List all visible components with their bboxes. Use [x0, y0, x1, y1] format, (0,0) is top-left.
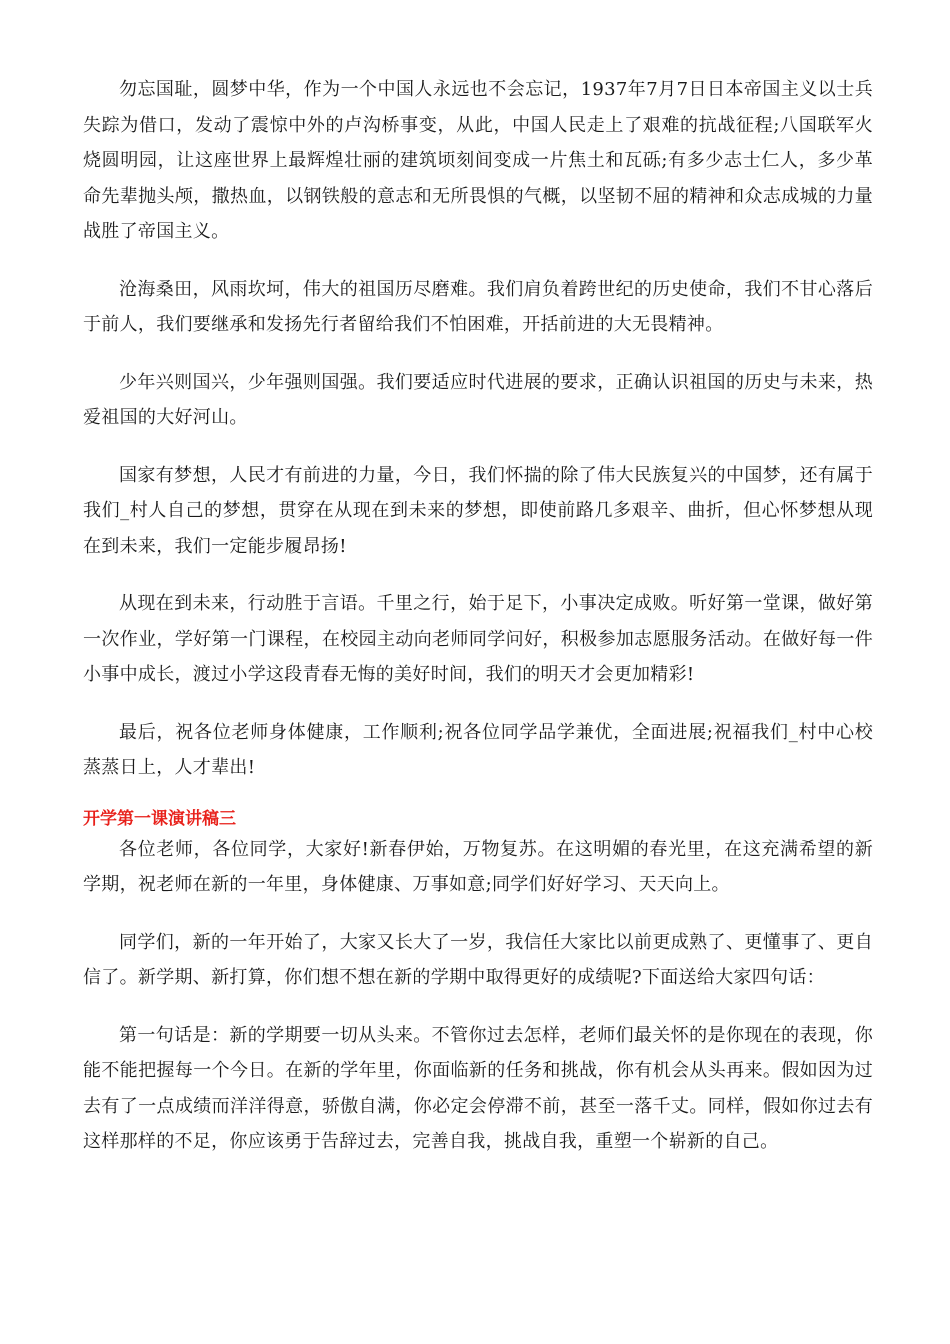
paragraph-5: 从现在到未来，行动胜于言语。千里之行，始于足下，小事决定成败。听好第一堂课，做好第一次作业，学好第一门课程，在校园主动向老师同学问好，积极参加志愿服务活动。在做好每一件小事中成长，渡过小学这段青春无悔的美好时间，我们的明天才会更加精彩!	[83, 593, 873, 685]
paragraph-8: 同学们，新的一年开始了，大家又长大了一岁，我信任大家比以前更成熟了、更懂事了、更自信了。新学期、新打算，你们想不想在新的学期中取得更好的成绩呢?下面送给大家四句话：	[83, 931, 873, 988]
paragraph-9: 第一句话是：新的学期要一切从头来。不管你过去怎样，老师们最关怀的是你现在的表现，你能不能把握每一个今日。在新的学年里，你面临新的任务和挑战，你有机会从头再来。假如因为过去有了一点成绩而洋洋得意，骄傲自满，你必定会停滞不前，甚至一落千丈。同样，假如你过去有这样那样的不足，你应该勇于告辞过去，完善自我，挑战自我，重塑一个崭新的自己。	[83, 1024, 873, 1152]
paragraph-2: 沧海桑田，风雨坎坷，伟大的祖国历尽磨难。我们肩负着跨世纪的历史使命，我们不甘心落后于前人，我们要继承和发扬先行者留给我们不怕困难，开括前进的大无畏精神。	[83, 278, 873, 335]
paragraph-3: 少年兴则国兴，少年强则国强。我们要适应时代进展的要求，正确认识祖国的历史与未来，热爱祖国的大好河山。	[83, 371, 873, 428]
paragraph-7: 各位老师，各位同学，大家好!新春伊始，万物复苏。在这明媚的春光里，在这充满希望的新学期，祝老师在新的一年里，身体健康、万事如意;同学们好好学习、天天向上。	[83, 838, 873, 895]
section-heading: 开学第一课演讲稿三	[83, 808, 236, 829]
document-page	[83, 72, 873, 1182]
paragraph-6: 最后，祝各位老师身体健康，工作顺利;祝各位同学品学兼优，全面进展;祝福我们_村中心校蒸蒸日上，人才辈出!	[83, 721, 873, 778]
paragraph-4: 国家有梦想，人民才有前进的力量，今日，我们怀揣的除了伟大民族复兴的中国梦，还有属于我们_村人自己的梦想，贯穿在从现在到未来的梦想，即使前路几多艰辛、曲折，但心怀梦想从现在到未来，我们一定能步履昂扬!	[83, 464, 873, 557]
paragraph-1: 勿忘国耻，圆梦中华，作为一个中国人永远也不会忘记，1937年7月7日日本帝国主义以士兵失踪为借口，发动了震惊中外的卢沟桥事变，从此，中国人民走上了艰难的抗战征程;八国联军火烧圆明园，让这座世界上最辉煌壮丽的建筑顷刻间变成一片焦土和瓦砾;有多少志士仁人，多少革命先辈抛头颅，撒热血，以钢铁般的意志和无所畏惧的气概，以坚韧不屈的精神和众志成城的力量战胜了帝国主义。	[83, 79, 873, 242]
